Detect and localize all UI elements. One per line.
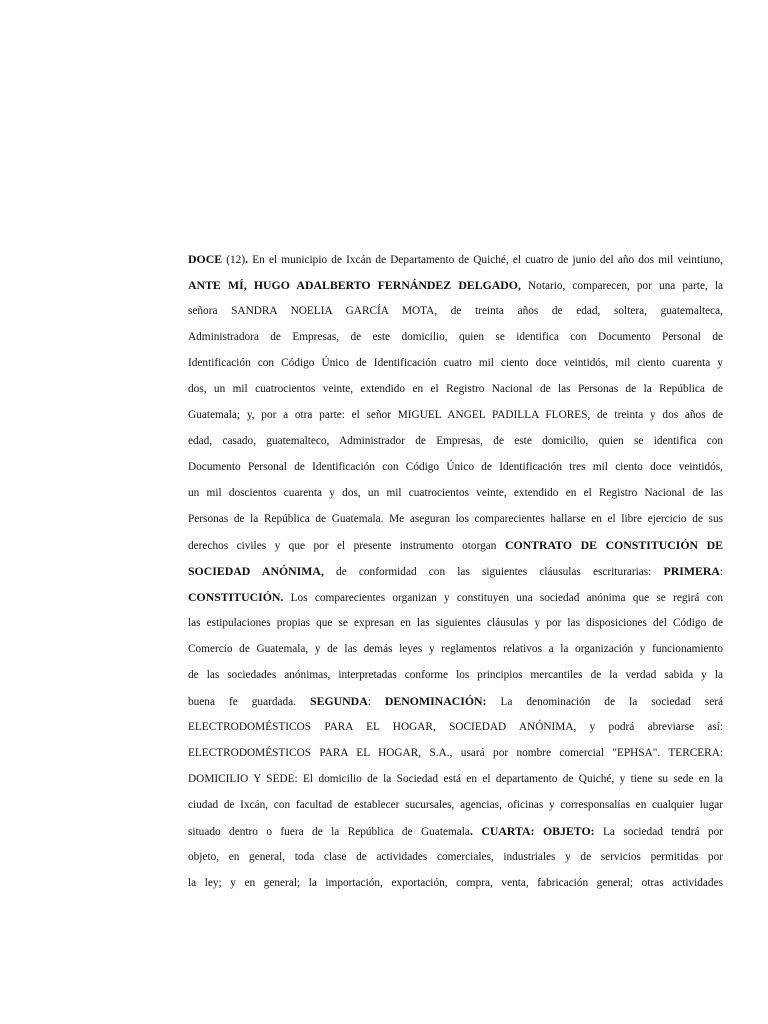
text-segment: : xyxy=(719,566,723,578)
text-line xyxy=(188,714,723,740)
text-segment: Los comparecientes organizan y constituyen una sociedad anónima que se regirá con xyxy=(283,592,723,604)
bold-text-segment: . xyxy=(245,252,249,266)
text-line xyxy=(188,766,723,792)
text-line xyxy=(188,532,723,558)
text-segment: las estipulaciones propias que se expresan en las siguientes cláusulas y por las disposiciones del Código de xyxy=(188,617,723,629)
text-line xyxy=(188,506,723,532)
text-segment: Documento Personal de Identificación con Código Único de Identificación tres mil ciento doce veintidós, xyxy=(188,461,723,473)
text-segment: Guatemala; y, por a otra parte: el señor MIGUEL ANGEL PADILLA FLORES, de treinta y dos años de xyxy=(188,409,723,421)
text-line xyxy=(188,428,723,454)
text-segment: Identificación con Código Único de Identificación cuatro mil ciento doce veintidós, mil ciento cuarenta y xyxy=(188,357,723,369)
bold-text-segment: CUARTA: OBJETO: xyxy=(481,824,595,838)
text-line xyxy=(188,324,723,350)
text-line xyxy=(188,870,723,896)
text-segment: de conformidad con las siguientes cláusulas escriturarias: xyxy=(323,566,664,578)
text-line xyxy=(188,454,723,480)
bold-text-segment: CONSTITUCIÓN. xyxy=(188,590,284,604)
text-segment: ELECTRODOMÉSTICOS PARA EL HOGAR, SOCIEDAD ANÓNIMA, y podrá abreviarse así: xyxy=(188,721,723,733)
text-segment: dos, un mil cuatrocientos veinte, extendido en el Registro Nacional de las Personas de la República de xyxy=(188,383,723,395)
text-segment: derechos civiles y que por el presente instrumento otorgan xyxy=(188,540,505,552)
text-segment: Administradora de Empresas, de este domicilio, quien se identifica con Documento Personal de xyxy=(188,331,723,343)
text-segment: La denominación de la sociedad será xyxy=(486,696,723,708)
text-segment: Notario, comparecen, por una parte, la xyxy=(520,280,723,292)
text-segment: La sociedad tendrá por xyxy=(594,826,723,838)
text-segment: la ley; y en general; la importación, exportación, compra, venta, fabricación general; otras actividades xyxy=(188,877,723,889)
text-line xyxy=(188,636,723,662)
bold-text-segment: DENOMINACIÓN: xyxy=(384,694,487,708)
text-line xyxy=(188,298,723,324)
text-line xyxy=(188,272,723,298)
text-segment: un mil doscientos cuarenta y dos, un mil cuatrocientos veinte, extendido en el Registro Nacional de las xyxy=(188,487,723,499)
text-segment: de las sociedades anónimas, interpretadas conforme los principios mercantiles de la verdad sabida y la xyxy=(188,669,723,681)
text-segment: Comercio de Guatemala, y de las demás leyes y reglamentos relativos a la organización y funcionamiento xyxy=(188,643,723,655)
text-segment: situado dentro o fuera de la República de Guatemala xyxy=(188,826,470,838)
text-line xyxy=(188,402,723,428)
text-line xyxy=(188,480,723,506)
text-line xyxy=(188,662,723,688)
text-segment: En el municipio de Ixcán de Departamento de Quiché, el cuatro de junio del año dos mil veintiuno, xyxy=(248,254,723,266)
text-line xyxy=(188,688,723,714)
text-segment: ELECTRODOMÉSTICOS PARA EL HOGAR, S.A., usará por nombre comercial "EPHSA". TERCERA: xyxy=(188,747,723,759)
text-line xyxy=(188,350,723,376)
bold-text-segment: SEGUNDA xyxy=(310,694,368,708)
text-line xyxy=(188,818,723,844)
text-line xyxy=(188,740,723,766)
text-line xyxy=(188,792,723,818)
text-line xyxy=(188,584,723,610)
bold-text-segment: PRIMERA xyxy=(663,564,720,578)
text-segment: : xyxy=(367,696,385,708)
bold-text-segment: . xyxy=(469,824,473,838)
text-line xyxy=(188,376,723,402)
text-line xyxy=(188,246,723,272)
text-segment: buena fe guardada. xyxy=(188,696,311,708)
text-line xyxy=(188,558,723,584)
text-segment: DOMICILIO Y SEDE: El domicilio de la Sociedad está en el departamento de Quiché, y tiene su sede en la xyxy=(188,773,723,785)
deed-text xyxy=(188,246,723,896)
text-segment: (12) xyxy=(222,254,246,266)
bold-text-segment: SOCIEDAD ANÓNIMA, xyxy=(188,564,324,578)
text-line xyxy=(188,610,723,636)
text-segment: ciudad de Ixcán, con facultad de establecer sucursales, agencias, oficinas y corresponsalías en cualquier lugar xyxy=(188,799,723,811)
text-segment: señora SANDRA NOELIA GARCÍA MOTA, de treinta años de edad, soltera, guatemalteca, xyxy=(188,305,723,317)
bold-text-segment: CONTRATO DE CONSTITUCIÓN DE xyxy=(504,538,723,552)
text-segment: edad, casado, guatemalteco, Administrador de Empresas, de este domicilio, quien se identifica con xyxy=(188,435,723,447)
bold-text-segment: DOCE xyxy=(188,252,223,266)
text-segment: objeto, en general, toda clase de actividades comerciales, industriales y de servicios permitidas por xyxy=(188,851,723,863)
text-line xyxy=(188,844,723,870)
bold-text-segment: ANTE MÍ, HUGO ADALBERTO FERNÁNDEZ DELGADO, xyxy=(188,278,521,292)
text-segment: Personas de la República de Guatemala. Me aseguran los comparecientes hallarse en el libre ejercicio de sus xyxy=(188,513,723,525)
